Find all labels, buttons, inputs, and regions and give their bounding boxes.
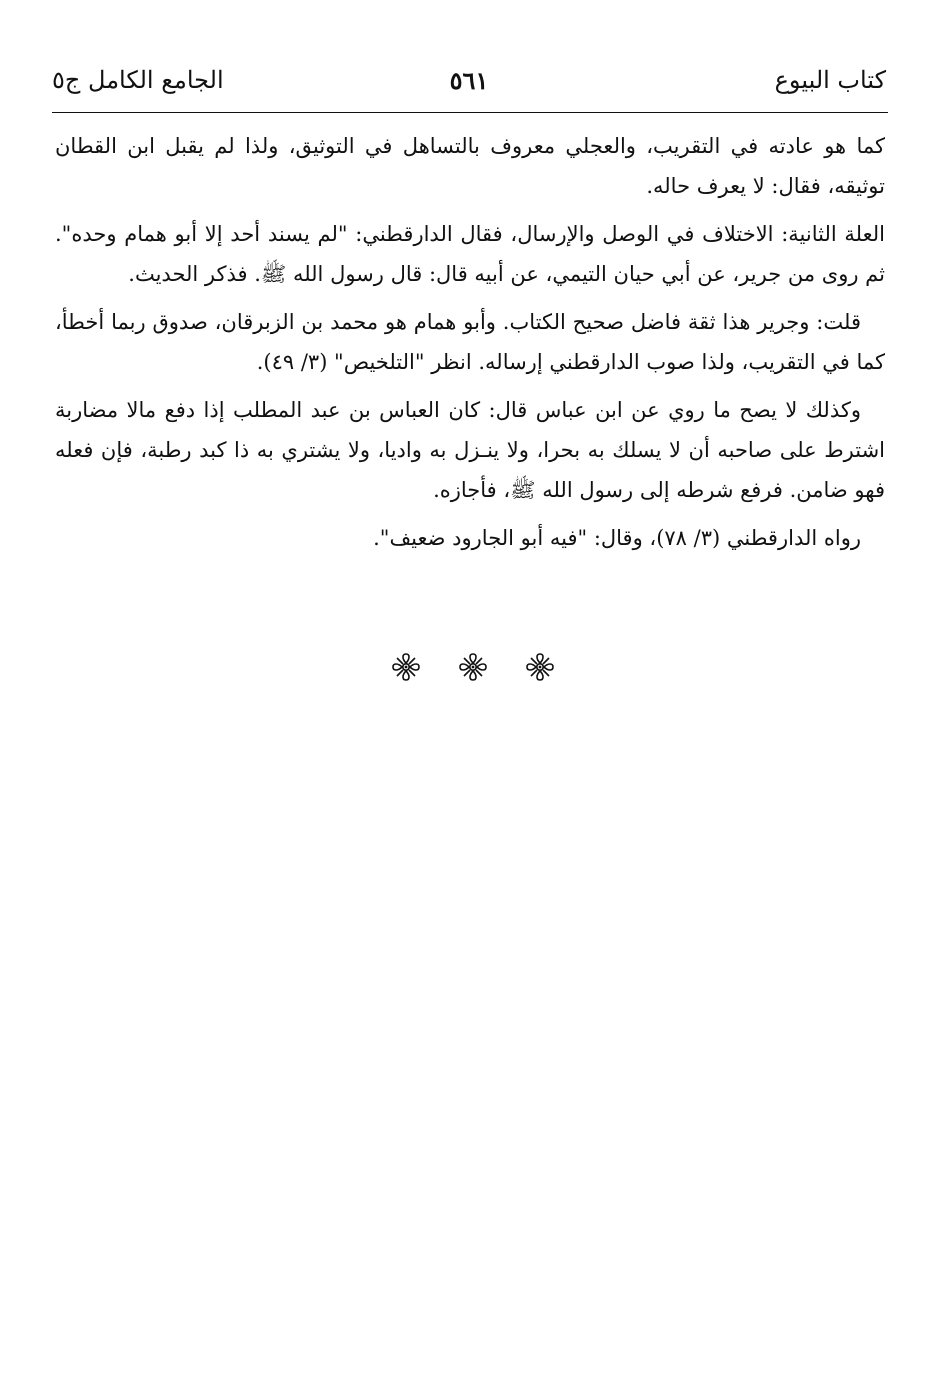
section-end-ornaments [0, 652, 946, 682]
book-title: الجامع الكامل ج٥ [52, 66, 224, 94]
floral-ornament-icon [391, 652, 421, 682]
chapter-title: كتاب البيوع [774, 66, 886, 94]
floral-ornament-icon [525, 652, 555, 682]
paragraph-3: قلت: وجرير هذا ثقة فاضل صحيح الكتاب. وأبو همام هو محمد بن الزبرقان، صدوق ربما أخطأ، كما في التقريب، ولذا صوب الدارقطني إرساله. انظر "التلخيص" (٣/ ٤٩). [55, 310, 885, 374]
paragraph-2: العلة الثانية: الاختلاف في الوصل والإرسال، فقال الدارقطني: "لم يسند أحد إلا أبو همام وحده". ثم روى من جرير، عن أبي حيان التيمي، عن أبيه قال: قال رسول الله ﷺ. فذكر الحديث. [55, 222, 885, 286]
page-header [52, 58, 886, 108]
paragraph-4: وكذلك لا يصح ما روي عن ابن عباس قال: كان العباس بن عبد المطلب إذا دفع مالا مضاربة اشترط على صاحبه أن لا يسلك به بحرا، ولا ينـزل به واديا، ولا يشتري به ذا كبد رطبة، فإن فعله فهو ضامن. فرفع شرطه إلى رسول الله ﷺ، فأجازه. [55, 398, 885, 502]
paragraph-5: رواه الدارقطني (٣/ ٧٨)، وقال: "فيه أبو الجارود ضعيف". [373, 526, 861, 550]
header-divider [52, 112, 888, 113]
body-text [55, 126, 885, 566]
paragraph-1: كما هو عادته في التقريب، والعجلي معروف بالتساهل في التوثيق، ولذا لم يقبل ابن القطان توثيقه، فقال: لا يعرف حاله. [55, 134, 885, 198]
floral-ornament-icon [458, 652, 488, 682]
page-number: ٥٦١ [449, 66, 489, 95]
